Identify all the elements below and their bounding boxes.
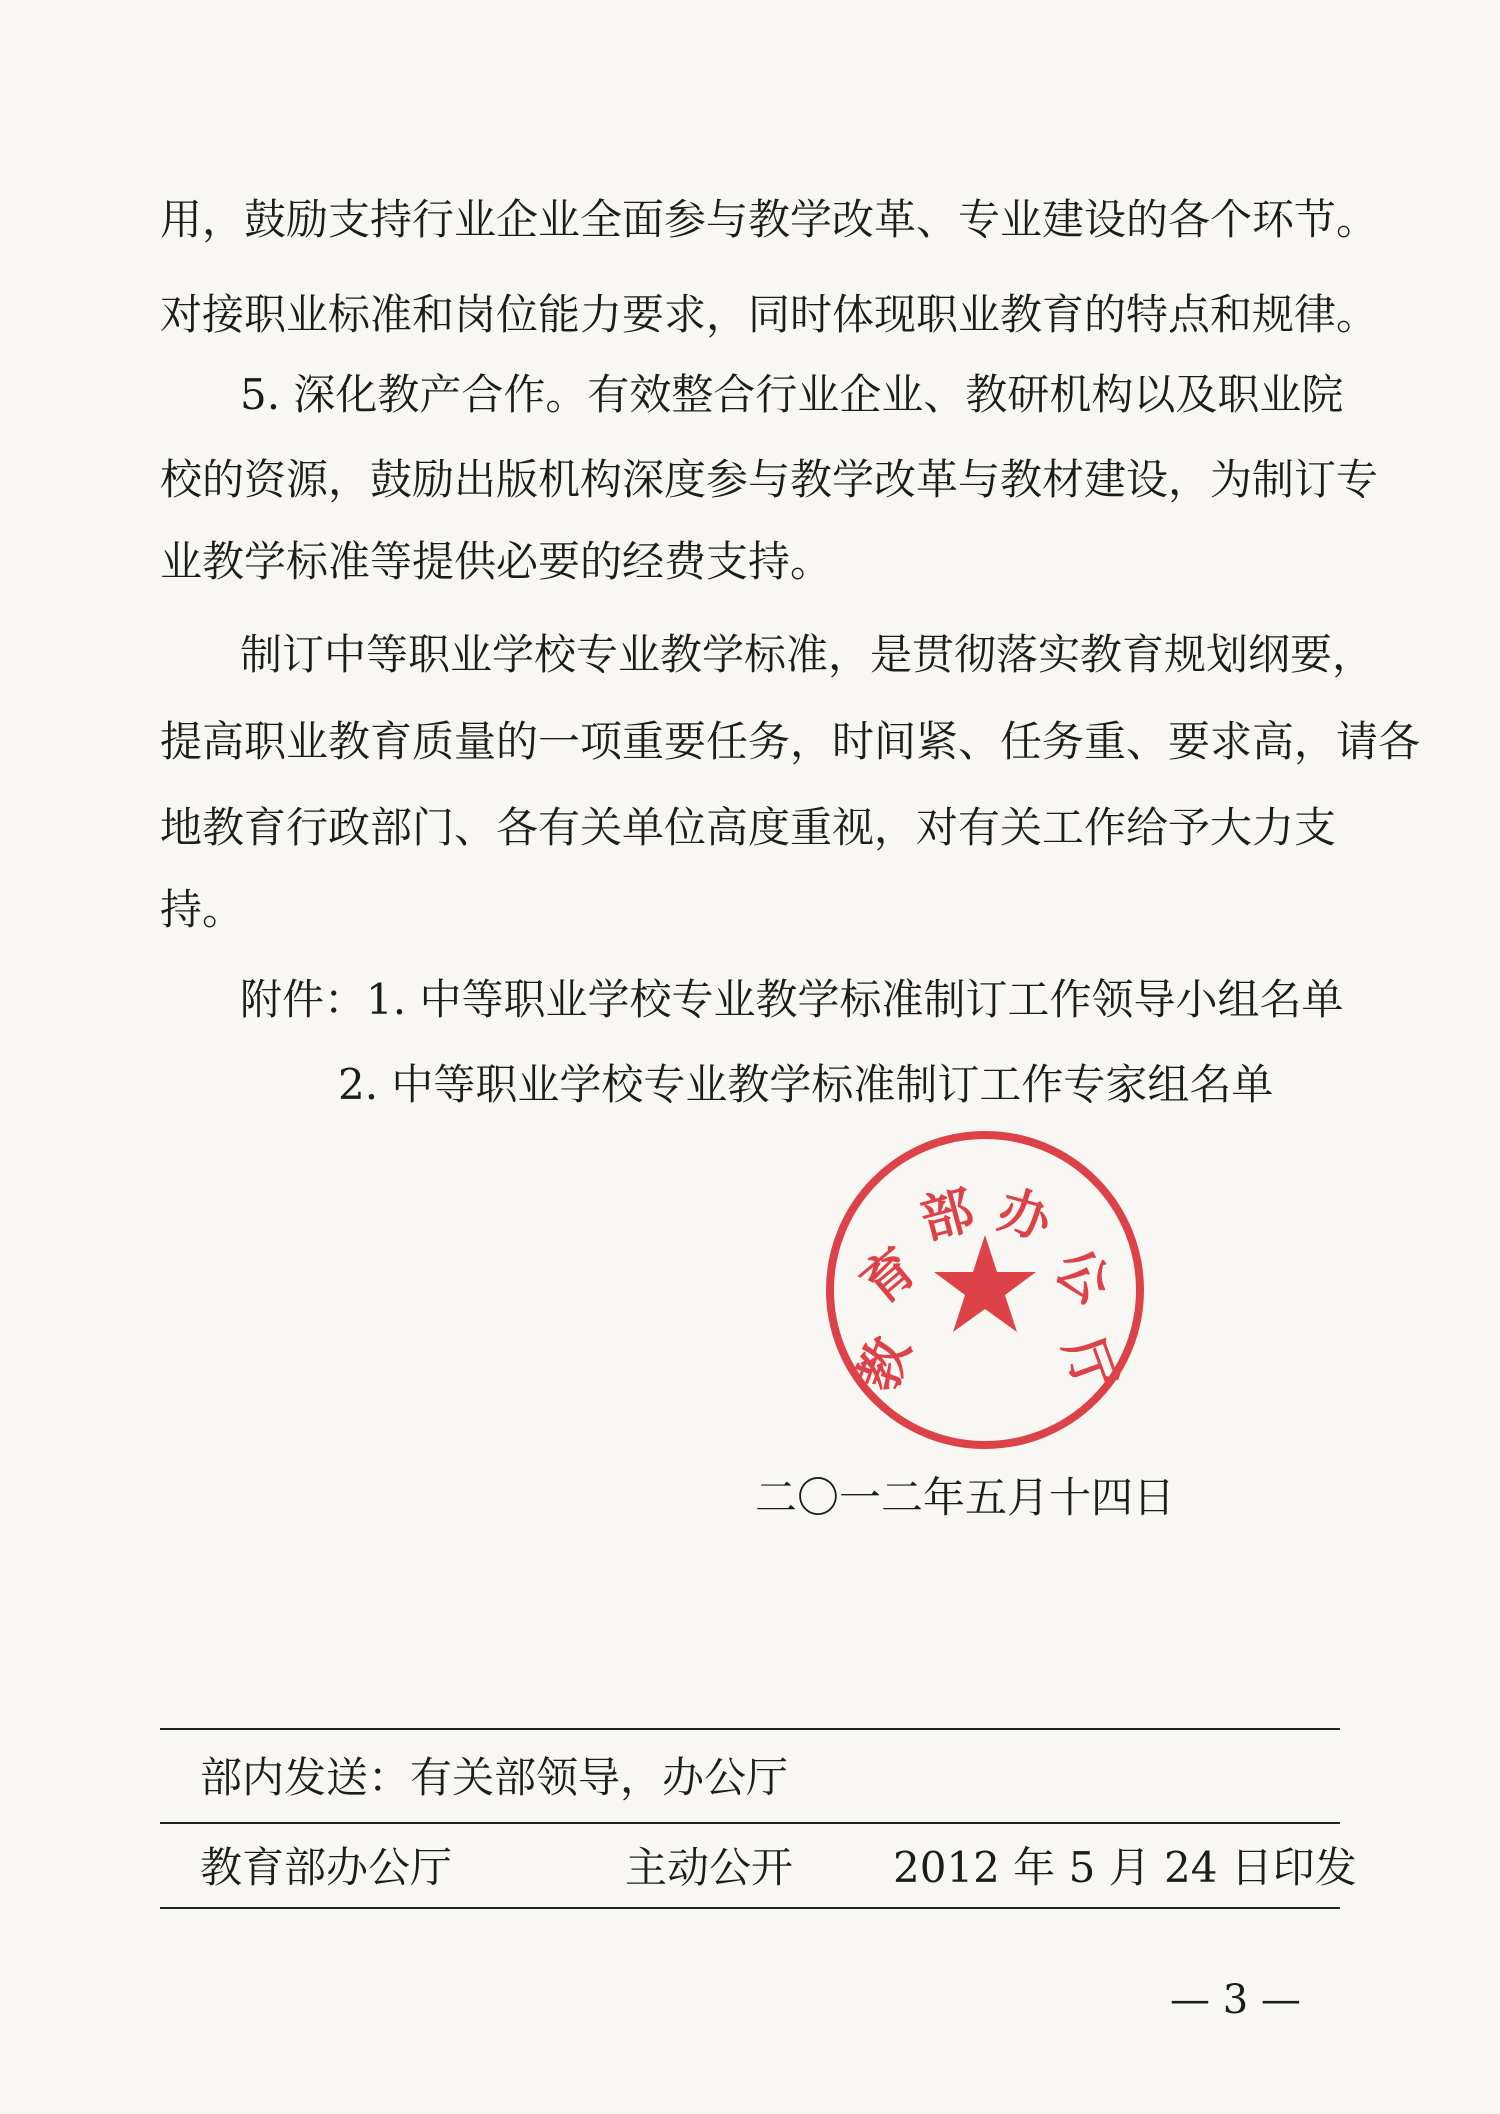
seal-char-3: 部 <box>914 1179 981 1252</box>
footer-disclosure: 主动公开 <box>625 1843 794 1892</box>
seal-char-1: 教 <box>847 1329 923 1400</box>
body-line-2: 对接职业标准和岗位能力要求，同时体现职业教育的特点和规律。 <box>160 290 1379 339</box>
para5-line-2: 校的资源，鼓励出版机构深度参与教学改革与教材建设，为制订专 <box>160 455 1379 504</box>
footer-print-date: 2012 年 5 月 24 日印发 <box>893 1843 1357 1892</box>
closing-line-4: 持。 <box>160 885 245 934</box>
closing-line-2: 提高职业教育质量的一项重要任务，时间紧、任务重、要求高，请各 <box>160 717 1421 766</box>
page-number: — 3 — <box>1170 1977 1301 2023</box>
attachment-2: 2. 中等职业学校专业教学标准制订工作专家组名单 <box>338 1060 1274 1109</box>
closing-line-1: 制订中等职业学校专业教学标准，是贯彻落实教育规划纲要， <box>240 630 1375 679</box>
attachment-item-1: 1. 中等职业学校专业教学标准制订工作领导小组名单 <box>366 975 1344 1024</box>
footer-issuer: 教育部办公厅 <box>200 1843 453 1892</box>
internal-distribution: 部内发送：有关部领导，办公厅 <box>200 1753 789 1802</box>
body-line-1: 用，鼓励支持行业企业全面参与教学改革、专业建设的各个环节。 <box>160 195 1379 244</box>
para5-line-1: 5. 深化教产合作。有效整合行业企业、教研机构以及职业院 <box>240 370 1344 419</box>
official-seal <box>820 1125 1150 1455</box>
rule-middle <box>160 1822 1340 1824</box>
attachment-1 <box>240 970 1343 1030</box>
seal-char-6: 厅 <box>1051 1329 1127 1400</box>
para5-line-3: 业教学标准等提供必要的经费支持。 <box>160 537 833 586</box>
seal-char-5: 公 <box>1043 1236 1123 1317</box>
attachment-label: 附件： <box>240 975 367 1024</box>
closing-line-3: 地教育行政部门、各有关单位高度重视，对有关工作给予大力支 <box>160 803 1337 852</box>
rule-bottom <box>160 1907 1340 1909</box>
seal-char-4: 办 <box>991 1179 1058 1252</box>
seal-star-icon <box>934 1235 1036 1332</box>
rule-top <box>160 1728 1340 1730</box>
date: 二〇一二年五月十四日 <box>755 1473 1176 1522</box>
seal-char-2: 育 <box>849 1236 929 1317</box>
